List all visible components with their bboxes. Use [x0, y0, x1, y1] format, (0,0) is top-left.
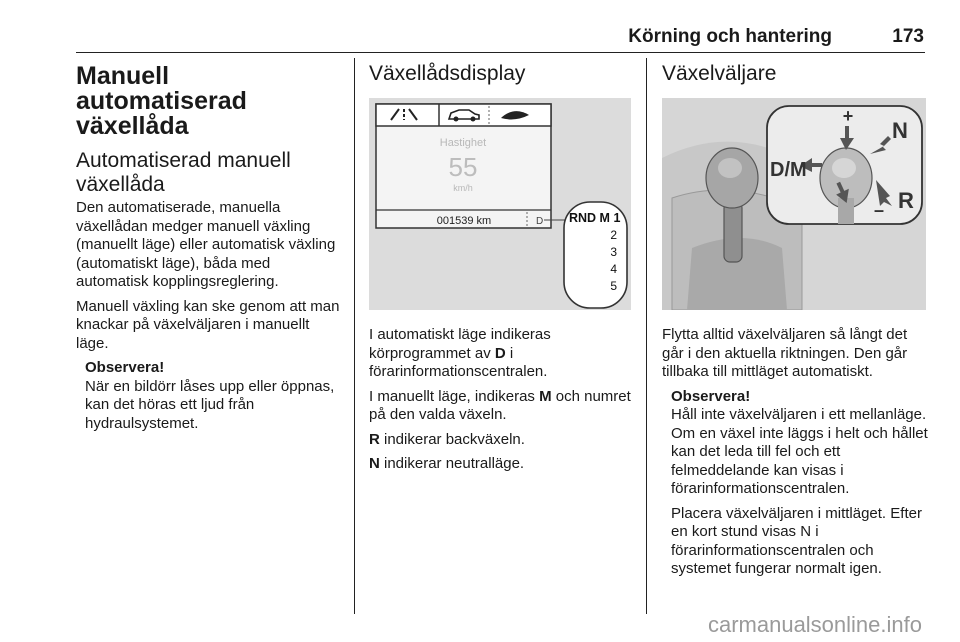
odometer-value: 001539 km — [436, 215, 492, 227]
speed-value: 55 — [448, 152, 478, 182]
paragraph: I automatiskt läge indikeras körprogrammet av D i förarinformationscentralen. — [369, 326, 551, 380]
gear-4: 4 — [610, 262, 617, 276]
gear-selector-illustration — [662, 98, 926, 310]
header-rule — [76, 52, 925, 53]
note-text: När en bildörr låses upp eller öppnas, kan det höras ett ljud från hydraulsystemet. — [85, 377, 335, 432]
paragraph: R indikerar backväxeln. — [369, 430, 525, 448]
note-text: Placera växelväljaren i mittläget. Efter en kort stund visas N i förarinformationscentralen och systemet fungerar normalt igen. — [671, 504, 922, 577]
speed-label: Hastighet — [439, 137, 487, 149]
gearbox-display-illustration — [369, 98, 631, 310]
note-heading: Observera! — [85, 359, 165, 376]
gear-header: RND M 1 — [569, 211, 621, 225]
gear-5: 5 — [610, 279, 617, 293]
paragraph: N indikerar neutralläge. — [369, 455, 525, 472]
selector-label-plus: + — [842, 106, 854, 126]
watermark: carmanualsonline.info — [707, 612, 922, 637]
subsection-heading: Växelväljare — [662, 62, 777, 85]
selector-label-n: N — [892, 118, 908, 143]
column-divider-2 — [646, 58, 647, 614]
note-heading: Observera! — [671, 387, 751, 405]
note-box — [662, 388, 928, 579]
subsection-heading: Automatiserad manuell växellåda — [76, 149, 291, 196]
selector-label-dm: D/M — [770, 159, 807, 181]
gear-d-indicator: D — [536, 216, 544, 227]
gear-2: 2 — [610, 228, 617, 242]
column-1 — [76, 62, 344, 439]
subsection-heading: Växellådsdisplay — [369, 62, 526, 85]
note-box — [76, 359, 344, 433]
column-3 — [662, 62, 928, 585]
paragraph: Den automatiserade, manuella växellådan medger manuell växling (manuellt läge) eller automatisk växling (automatiskt läge), båda med automatisk kopplingsreglering. — [76, 199, 336, 290]
paragraph: I manuellt läge, indikeras M och numret på den valda växeln. — [369, 387, 631, 423]
column-divider-1 — [354, 58, 355, 614]
selector-label-r: R — [898, 188, 914, 213]
selector-label-minus: – — [874, 200, 885, 220]
gear-3: 3 — [610, 245, 617, 259]
speed-unit: km/h — [453, 183, 473, 193]
page-number: 173 — [892, 26, 924, 47]
page-header-title: Körning och hantering — [628, 26, 832, 47]
note-text: Håll inte växelväljaren i ett mellanläge. Om en växel inte läggs i helt och hållet kan det leda till fel och ett felmeddelande kan visas i förarinformationscentralen. — [671, 406, 928, 497]
column-2 — [369, 62, 631, 480]
section-heading: Manuell automatiserad växellåda — [76, 62, 247, 140]
paragraph: Flytta alltid växelväljaren så långt det går i den aktuella riktningen. Den går tillbaka till mittläget automatiskt. — [662, 326, 908, 380]
paragraph: Manuell växling kan ske genom att man knackar på växelväljaren i manuellt läge. — [76, 297, 340, 352]
